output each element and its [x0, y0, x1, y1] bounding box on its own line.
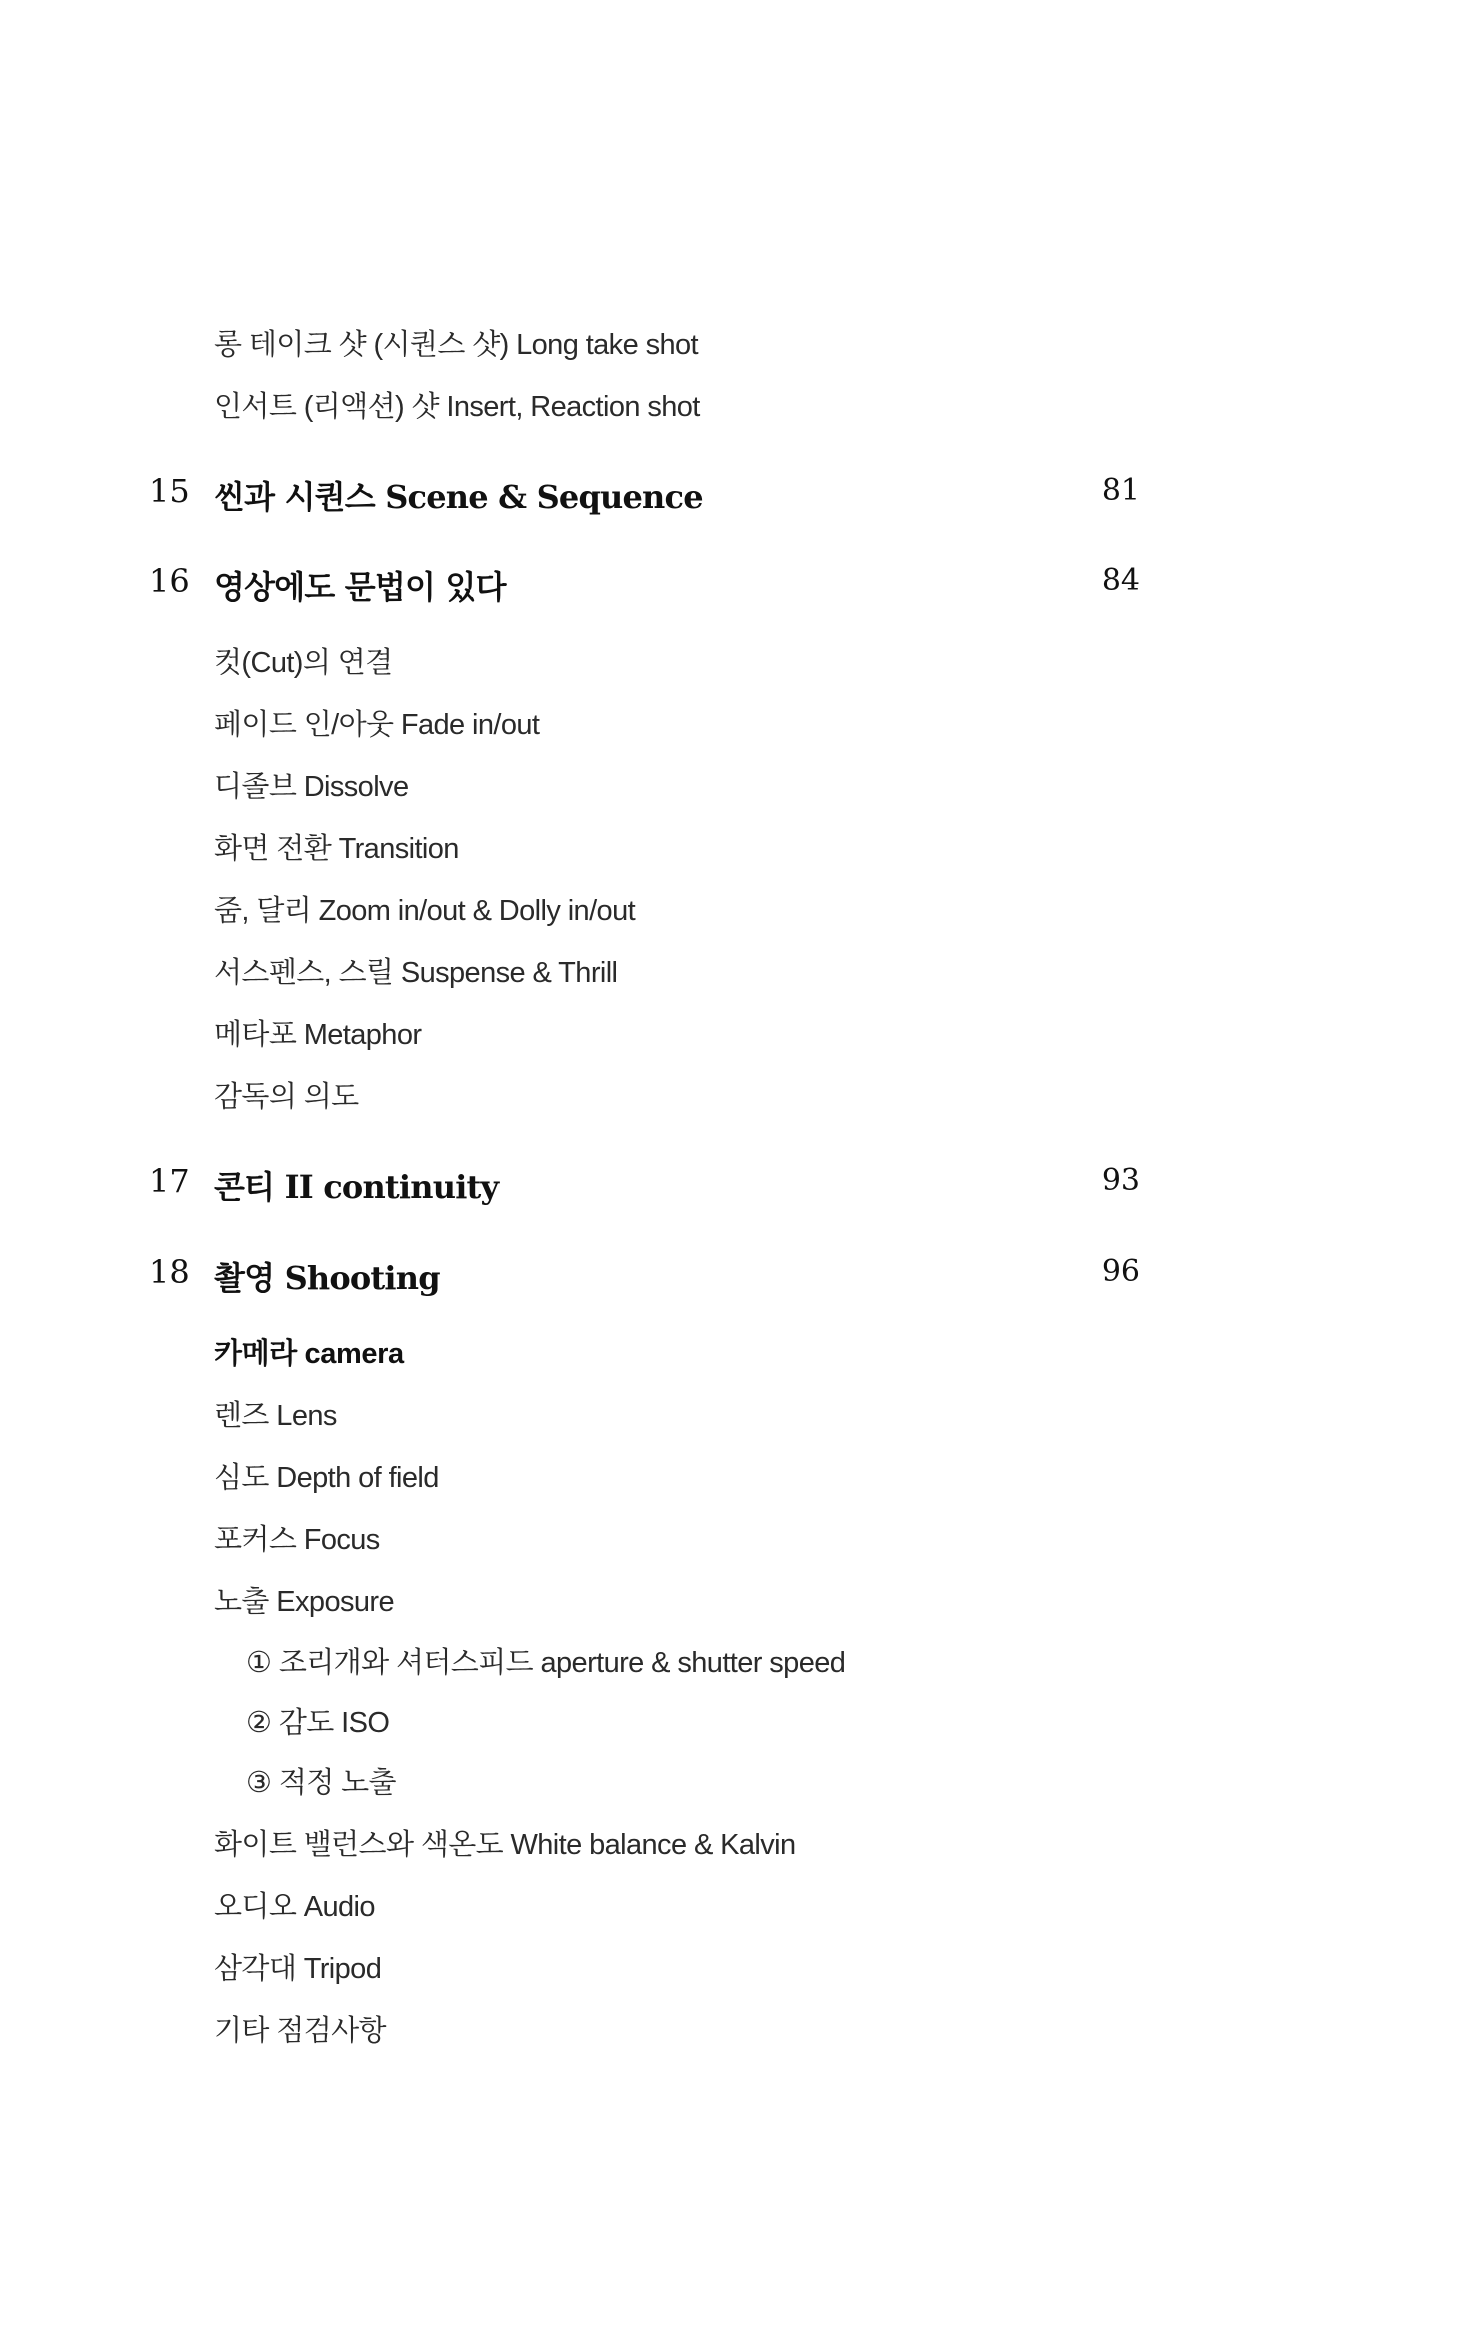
toc-item-lens: 렌즈 Lens	[214, 1400, 337, 1432]
toc-item-insert-reaction: 인서트 (리액션) 샷 Insert, Reaction shot	[214, 391, 700, 423]
toc-item-long-take: 롱 테이크 샷 (시퀀스 샷) Long take shot	[214, 329, 698, 361]
toc-item-fade: 페이드 인/아웃 Fade in/out	[214, 709, 540, 741]
toc-subitem-proper-exposure: ③ 적정 노출	[246, 1767, 396, 1799]
toc-item-white-balance: 화이트 밸런스와 색온도 White balance & Kalvin	[214, 1829, 796, 1861]
chapter-number: 16	[149, 562, 190, 600]
toc-item-zoom-dolly: 줌, 달리 Zoom in/out & Dolly in/out	[214, 895, 636, 927]
toc-item-camera: 카메라 camera	[214, 1338, 404, 1370]
chapter-page: 96	[1101, 1254, 1140, 1289]
toc-item-tripod: 삼각대 Tripod	[214, 1953, 382, 1985]
toc-subitem-aperture-shutter: ① 조리개와 셔터스피드 aperture & shutter speed	[246, 1647, 846, 1679]
chapter-page: 93	[1101, 1163, 1140, 1198]
toc-item-audio: 오디오 Audio	[214, 1891, 375, 1923]
chapter-page: 84	[1101, 563, 1140, 598]
chapter-number: 17	[149, 1162, 190, 1200]
chapter-page: 81	[1101, 473, 1140, 508]
chapter-number: 15	[149, 472, 190, 510]
toc-item-dissolve: 디졸브 Dissolve	[214, 771, 409, 803]
toc-item-cut: 컷(Cut)의 연결	[214, 647, 393, 679]
toc-item-focus: 포커스 Focus	[214, 1524, 380, 1556]
toc-item-other-checks: 기타 점검사항	[214, 2015, 386, 2047]
toc-item-suspense: 서스펜스, 스릴 Suspense & Thrill	[214, 957, 618, 989]
toc-item-metaphor: 메타포 Metaphor	[214, 1019, 422, 1051]
chapter-title: 영상에도 문법이 있다	[214, 568, 506, 606]
toc-item-depth-of-field: 심도 Depth of field	[214, 1462, 439, 1494]
chapter-number: 18	[149, 1253, 190, 1291]
chapter-title: 촬영 Shooting	[214, 1259, 440, 1297]
chapter-title: 씬과 시퀀스 Scene & Sequence	[214, 478, 703, 516]
toc-subitem-iso: ② 감도 ISO	[246, 1707, 390, 1739]
toc-item-exposure: 노출 Exposure	[214, 1586, 394, 1618]
chapter-title: 콘티 II continuity	[214, 1168, 499, 1206]
toc-item-director-intent: 감독의 의도	[214, 1081, 359, 1113]
toc-item-transition: 화면 전환 Transition	[214, 833, 459, 865]
